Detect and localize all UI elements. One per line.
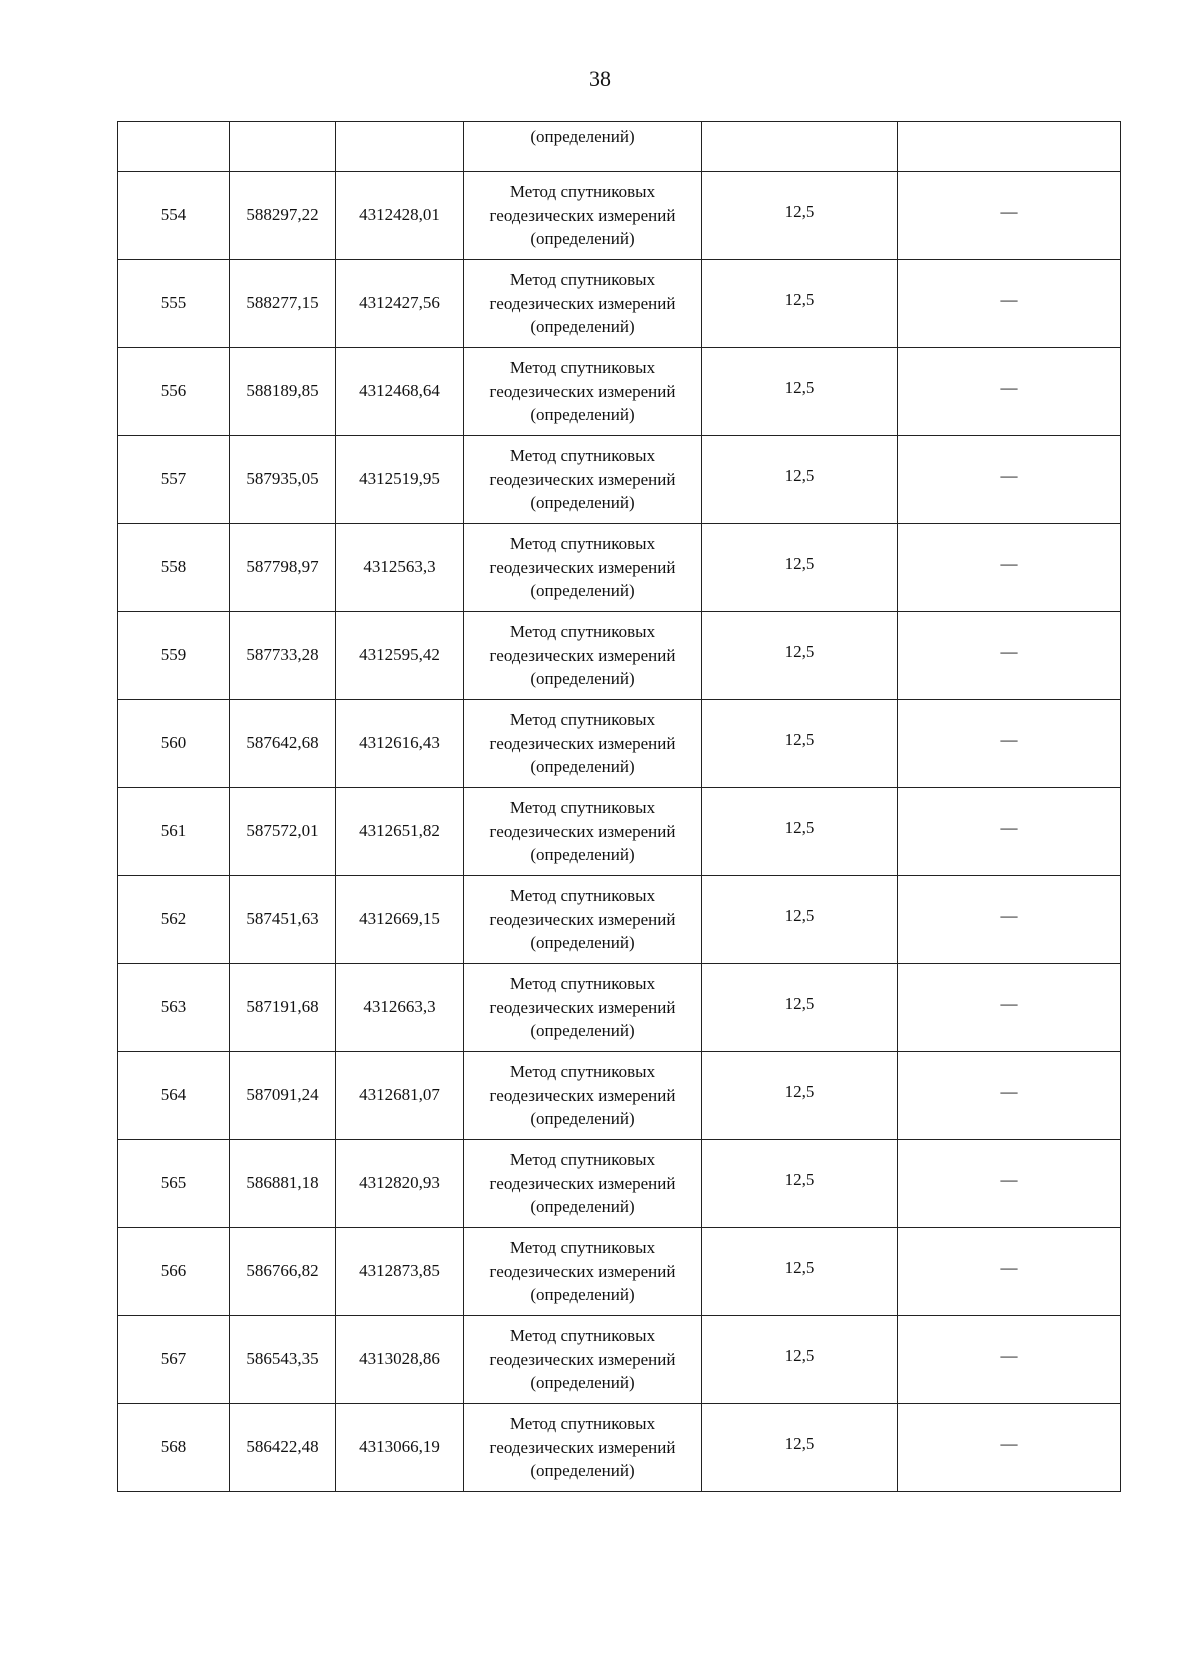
cell-method <box>464 1052 702 1140</box>
cell-method <box>464 260 702 348</box>
cell-accuracy <box>702 1228 898 1316</box>
cell-x: 586543,35 <box>230 1316 336 1404</box>
method-line: геодезических измерений <box>489 1085 676 1105</box>
method-line: (определений) <box>530 1461 635 1481</box>
cell-x: 587733,28 <box>230 612 336 700</box>
cell-num: 564 <box>118 1052 230 1140</box>
accuracy-value: 12,5 <box>784 378 815 398</box>
cell-method <box>464 876 702 964</box>
cell-x: 587642,68 <box>230 700 336 788</box>
table-row <box>118 524 1121 612</box>
cell-method: (определений) <box>464 122 702 172</box>
cell-x: 586881,18 <box>230 1140 336 1228</box>
accuracy-value: 12,5 <box>784 994 815 1014</box>
table-row <box>118 964 1121 1052</box>
note-dash: — <box>1000 906 1018 926</box>
cell-x <box>230 122 336 172</box>
page-number: 38 <box>589 66 611 91</box>
accuracy-value: 12,5 <box>784 818 815 838</box>
cell-accuracy <box>702 612 898 700</box>
table-row <box>118 1140 1121 1228</box>
table-row <box>118 1052 1121 1140</box>
note-dash: — <box>1000 1346 1018 1366</box>
cell-accuracy <box>702 964 898 1052</box>
method-line: Метод спутниковых <box>509 1062 656 1082</box>
cell-y: 4312663,3 <box>336 964 464 1052</box>
note-dash: — <box>1000 1170 1018 1190</box>
accuracy-value: 12,5 <box>784 466 815 486</box>
method-line: Метод спутниковых <box>509 358 656 378</box>
table-row <box>118 1404 1121 1492</box>
cell-x: 587798,97 <box>230 524 336 612</box>
cell-y: 4313028,86 <box>336 1316 464 1404</box>
method-line: (определений) <box>530 1021 635 1041</box>
cell-y: 4312616,43 <box>336 700 464 788</box>
table-body <box>118 122 1121 1492</box>
method-line: геодезических измерений <box>489 645 676 665</box>
note-dash: — <box>1000 818 1018 838</box>
cell-x: 587191,68 <box>230 964 336 1052</box>
method-line: (определений) <box>530 405 635 425</box>
accuracy-value: 12,5 <box>784 1346 815 1366</box>
method-line: (определений) <box>530 845 635 865</box>
cell-y: 4312595,42 <box>336 612 464 700</box>
cell-num: 565 <box>118 1140 230 1228</box>
accuracy-value: 12,5 <box>784 906 815 926</box>
cell-num: 560 <box>118 700 230 788</box>
note-dash: — <box>1000 554 1018 574</box>
cell-y: 4312681,07 <box>336 1052 464 1140</box>
cell-num <box>118 122 230 172</box>
accuracy-value: 12,5 <box>784 1082 815 1102</box>
cell-method <box>464 172 702 260</box>
cell-y: 4312563,3 <box>336 524 464 612</box>
cell-num: 555 <box>118 260 230 348</box>
cell-note <box>898 1404 1121 1492</box>
method-line: Метод спутниковых <box>509 1326 656 1346</box>
cell-accuracy <box>702 260 898 348</box>
method-line: геодезических измерений <box>489 1349 676 1369</box>
cell-x: 587091,24 <box>230 1052 336 1140</box>
cell-note <box>898 172 1121 260</box>
note-dash: — <box>1000 290 1018 310</box>
cell-note <box>898 1140 1121 1228</box>
cell-accuracy <box>702 1052 898 1140</box>
method-line: Метод спутниковых <box>509 270 656 290</box>
method-line: (определений) <box>530 933 635 953</box>
cell-accuracy <box>702 348 898 436</box>
cell-y: 4312669,15 <box>336 876 464 964</box>
cell-num: 567 <box>118 1316 230 1404</box>
cell-method <box>464 964 702 1052</box>
cell-accuracy <box>702 700 898 788</box>
accuracy-value: 12,5 <box>784 290 815 310</box>
method-line: Метод спутниковых <box>509 534 656 554</box>
method-line: Метод спутниковых <box>509 798 656 818</box>
accuracy-value: 12,5 <box>784 554 815 574</box>
cell-y: 4312873,85 <box>336 1228 464 1316</box>
continuation-row <box>118 122 1121 172</box>
cell-note <box>898 436 1121 524</box>
note-dash: — <box>1000 202 1018 222</box>
accuracy-value: 12,5 <box>784 642 815 662</box>
table-row <box>118 436 1121 524</box>
cell-y: 4312427,56 <box>336 260 464 348</box>
cell-method <box>464 524 702 612</box>
accuracy-value: 12,5 <box>784 1258 815 1278</box>
cell-accuracy <box>702 1316 898 1404</box>
cell-y: 4312428,01 <box>336 172 464 260</box>
cell-method <box>464 788 702 876</box>
method-line: геодезических измерений <box>489 1437 676 1457</box>
method-line: Метод спутниковых <box>509 710 656 730</box>
cell-note <box>898 964 1121 1052</box>
method-line: Метод спутниковых <box>509 886 656 906</box>
table-row <box>118 700 1121 788</box>
cell-num: 568 <box>118 1404 230 1492</box>
cell-x: 586766,82 <box>230 1228 336 1316</box>
note-dash: — <box>1000 1434 1018 1454</box>
method-line: геодезических измерений <box>489 205 676 225</box>
method-line: Метод спутниковых <box>509 1150 656 1170</box>
method-line: геодезических измерений <box>489 381 676 401</box>
cell-note <box>898 1316 1121 1404</box>
cell-num: 558 <box>118 524 230 612</box>
method-line: (определений) <box>530 1285 635 1305</box>
note-dash: — <box>1000 1082 1018 1102</box>
method-line: (определений) <box>530 1373 635 1393</box>
cell-note <box>898 260 1121 348</box>
cell-num: 563 <box>118 964 230 1052</box>
cell-method <box>464 1228 702 1316</box>
cell-x: 586422,48 <box>230 1404 336 1492</box>
method-line: геодезических измерений <box>489 293 676 313</box>
method-line: Метод спутниковых <box>509 182 656 202</box>
method-line: (определений) <box>530 669 635 689</box>
cell-note <box>898 1052 1121 1140</box>
method-line: геодезических измерений <box>489 1173 676 1193</box>
cell-y: 4312468,64 <box>336 348 464 436</box>
method-line: Метод спутниковых <box>509 446 656 466</box>
cell-method <box>464 1316 702 1404</box>
table-row <box>118 1228 1121 1316</box>
cell-accuracy <box>702 524 898 612</box>
cell-num: 559 <box>118 612 230 700</box>
cell-x: 588189,85 <box>230 348 336 436</box>
accuracy-value: 12,5 <box>784 202 815 222</box>
cell-accuracy <box>702 122 898 172</box>
note-dash: — <box>1000 994 1018 1014</box>
method-line: (определений) <box>530 493 635 513</box>
method-line: (определений) <box>530 1197 635 1217</box>
table-row <box>118 612 1121 700</box>
note-dash: — <box>1000 466 1018 486</box>
cell-y <box>336 122 464 172</box>
table-row <box>118 788 1121 876</box>
cell-x: 587451,63 <box>230 876 336 964</box>
cell-note <box>898 788 1121 876</box>
cell-method <box>464 436 702 524</box>
cell-y: 4312519,95 <box>336 436 464 524</box>
cell-method <box>464 348 702 436</box>
method-line: Метод спутниковых <box>509 1238 656 1258</box>
cell-x: 587935,05 <box>230 436 336 524</box>
note-dash: — <box>1000 378 1018 398</box>
cell-note <box>898 612 1121 700</box>
cell-x: 588297,22 <box>230 172 336 260</box>
cell-accuracy <box>702 172 898 260</box>
cell-note <box>898 1228 1121 1316</box>
cell-note <box>898 700 1121 788</box>
method-line: (определений) <box>530 317 635 337</box>
cell-method <box>464 1140 702 1228</box>
cell-note <box>898 348 1121 436</box>
table-row <box>118 348 1121 436</box>
cell-num: 566 <box>118 1228 230 1316</box>
cell-num: 554 <box>118 172 230 260</box>
table-row <box>118 876 1121 964</box>
note-dash: — <box>1000 730 1018 750</box>
method-line: геодезических измерений <box>489 909 676 929</box>
method-line: геодезических измерений <box>489 733 676 753</box>
cell-method <box>464 612 702 700</box>
cell-accuracy <box>702 1140 898 1228</box>
note-dash: — <box>1000 1258 1018 1278</box>
cell-note <box>898 876 1121 964</box>
note-dash: — <box>1000 642 1018 662</box>
cell-method <box>464 1404 702 1492</box>
method-line: геодезических измерений <box>489 469 676 489</box>
accuracy-value: 12,5 <box>784 1434 815 1454</box>
cell-accuracy <box>702 436 898 524</box>
cell-accuracy <box>702 1404 898 1492</box>
table-row <box>118 172 1121 260</box>
method-line: Метод спутниковых <box>509 974 656 994</box>
cell-x: 587572,01 <box>230 788 336 876</box>
cell-num: 562 <box>118 876 230 964</box>
cell-num: 557 <box>118 436 230 524</box>
method-line: Метод спутниковых <box>509 622 656 642</box>
table-row <box>118 260 1121 348</box>
cell-note <box>898 524 1121 612</box>
method-line: геодезических измерений <box>489 1261 676 1281</box>
cell-y: 4312651,82 <box>336 788 464 876</box>
method-line: геодезических измерений <box>489 557 676 577</box>
method-line: геодезических измерений <box>489 821 676 841</box>
method-line: (определений) <box>530 581 635 601</box>
method-line: Метод спутниковых <box>509 1414 656 1434</box>
method-line: (определений) <box>530 1109 635 1129</box>
coordinates-table <box>117 121 1121 1492</box>
cell-accuracy <box>702 788 898 876</box>
cell-accuracy <box>702 876 898 964</box>
cell-y: 4313066,19 <box>336 1404 464 1492</box>
cell-method <box>464 700 702 788</box>
cell-note <box>898 122 1121 172</box>
cell-num: 561 <box>118 788 230 876</box>
cell-num: 556 <box>118 348 230 436</box>
method-line: (определений) <box>530 757 635 777</box>
method-line: (определений) <box>530 229 635 249</box>
table-row <box>118 1316 1121 1404</box>
accuracy-value: 12,5 <box>784 1170 815 1190</box>
cell-x: 588277,15 <box>230 260 336 348</box>
accuracy-value: 12,5 <box>784 730 815 750</box>
cell-y: 4312820,93 <box>336 1140 464 1228</box>
method-line: геодезических измерений <box>489 997 676 1017</box>
